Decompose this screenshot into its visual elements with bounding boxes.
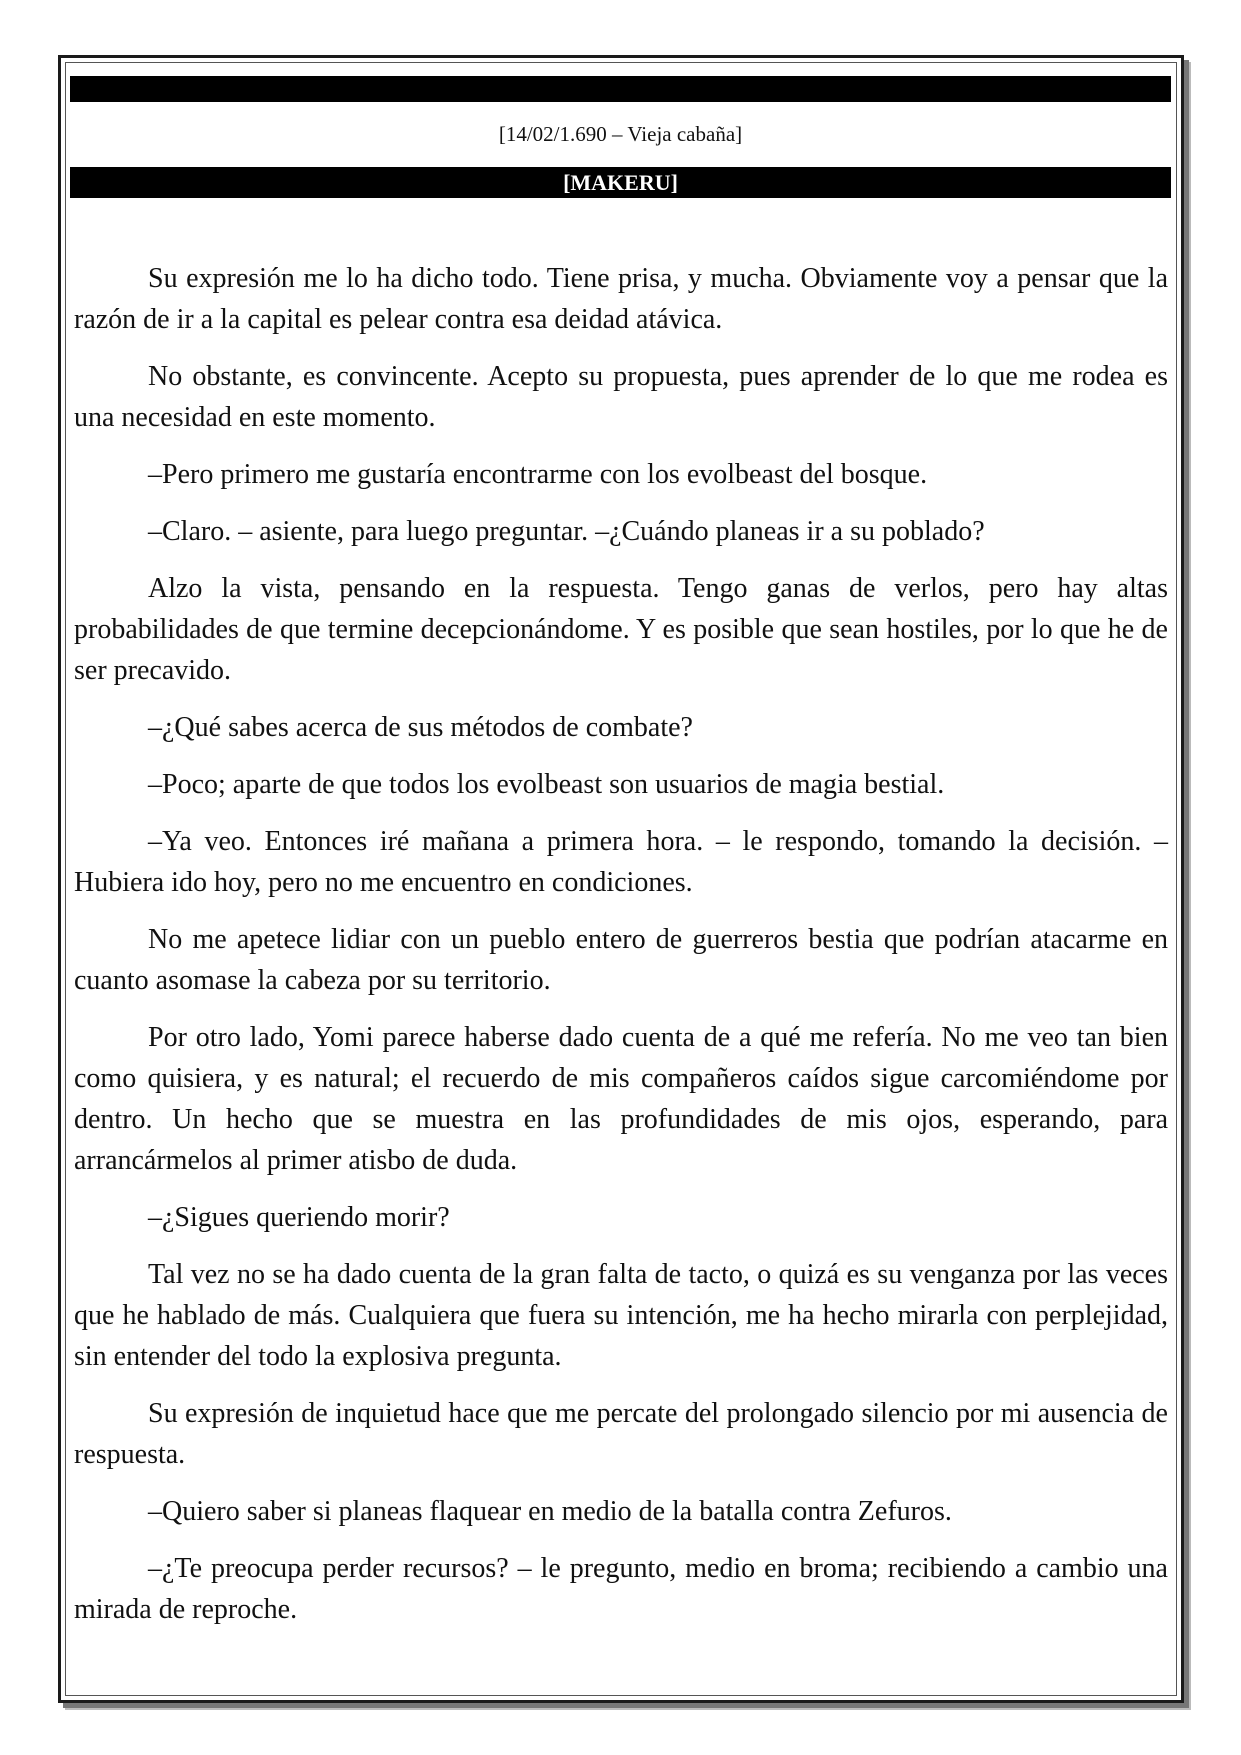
narrator-name: [MAKERU]: [563, 170, 678, 195]
dialogue-line: –¿Qué sabes acerca de sus métodos de combate?: [148, 712, 693, 743]
paragraph: Tal vez no se ha dado cuenta de la gran falta de tacto, o quizá es su venganza por las veces que he hablado de más. Cualquiera que fuera su intención, me ha hecho mirarla con perplejidad, sin entender del todo la explosiva pregunta.: [74, 1259, 1168, 1372]
dialogue-line: –Pero primero me gustaría encontrarme con los evolbeast del bosque.: [148, 459, 928, 490]
dialogue-line: –Poco; aparte de que todos los evolbeast son usuarios de magia bestial.: [148, 769, 945, 800]
header-black-bar: [70, 76, 1171, 102]
paragraph: Su expresión me lo ha dicho todo. Tiene prisa, y mucha. Obviamente voy a pensar que la razón de ir a la capital es pelear contra esa deidad atávica.: [74, 263, 1168, 335]
dialogue-line: –Ya veo. Entonces iré mañana a primera hora. – le respondo, tomando la decisión. –Hubiera ido hoy, pero no me encuentro en condiciones.: [74, 826, 1168, 898]
story-body: [74, 258, 1168, 1646]
dialogue-line: –¿Sigues queriendo morir?: [148, 1202, 450, 1233]
date-location-heading: [14/02/1.690 – Vieja cabaña]: [498, 122, 743, 146]
paragraph: Su expresión de inquietud hace que me percate del prolongado silencio por mi ausencia de respuesta.: [74, 1398, 1168, 1470]
dialogue-line: –Claro. – asiente, para luego preguntar. –¿Cuándo planeas ir a su poblado?: [148, 516, 985, 547]
paragraph: No me apetece lidiar con un pueblo entero de guerreros bestia que podrían atacarme en cuanto asomase la cabeza por su territorio.: [74, 924, 1168, 996]
dialogue-line: –Quiero saber si planeas flaquear en medio de la batalla contra Zefuros.: [148, 1496, 952, 1527]
dialogue-line: –¿Te preocupa perder recursos? – le pregunto, medio en broma; recibiendo a cambio una mirada de reproche.: [74, 1553, 1168, 1625]
paragraph: Por otro lado, Yomi parece haberse dado cuenta de a qué me refería. No me veo tan bien como quisiera, y es natural; el recuerdo de mis compañeros caídos sigue carcomiéndome por dentro. Un hecho que se muestra en las profundidades de mis ojos, esperando, para arrancármelos al primer atisbo de duda.: [74, 1022, 1168, 1176]
paragraph: No obstante, es convincente. Acepto su propuesta, pues aprender de lo que me rodea es una necesidad en este momento.: [74, 361, 1168, 433]
narrator-heading-bar: [70, 167, 1171, 198]
paragraph: Alzo la vista, pensando en la respuesta. Tengo ganas de verlos, pero hay altas probabilidades de que termine decepcionándome. Y es posible que sean hostiles, por lo que he de ser precavido.: [74, 573, 1168, 686]
